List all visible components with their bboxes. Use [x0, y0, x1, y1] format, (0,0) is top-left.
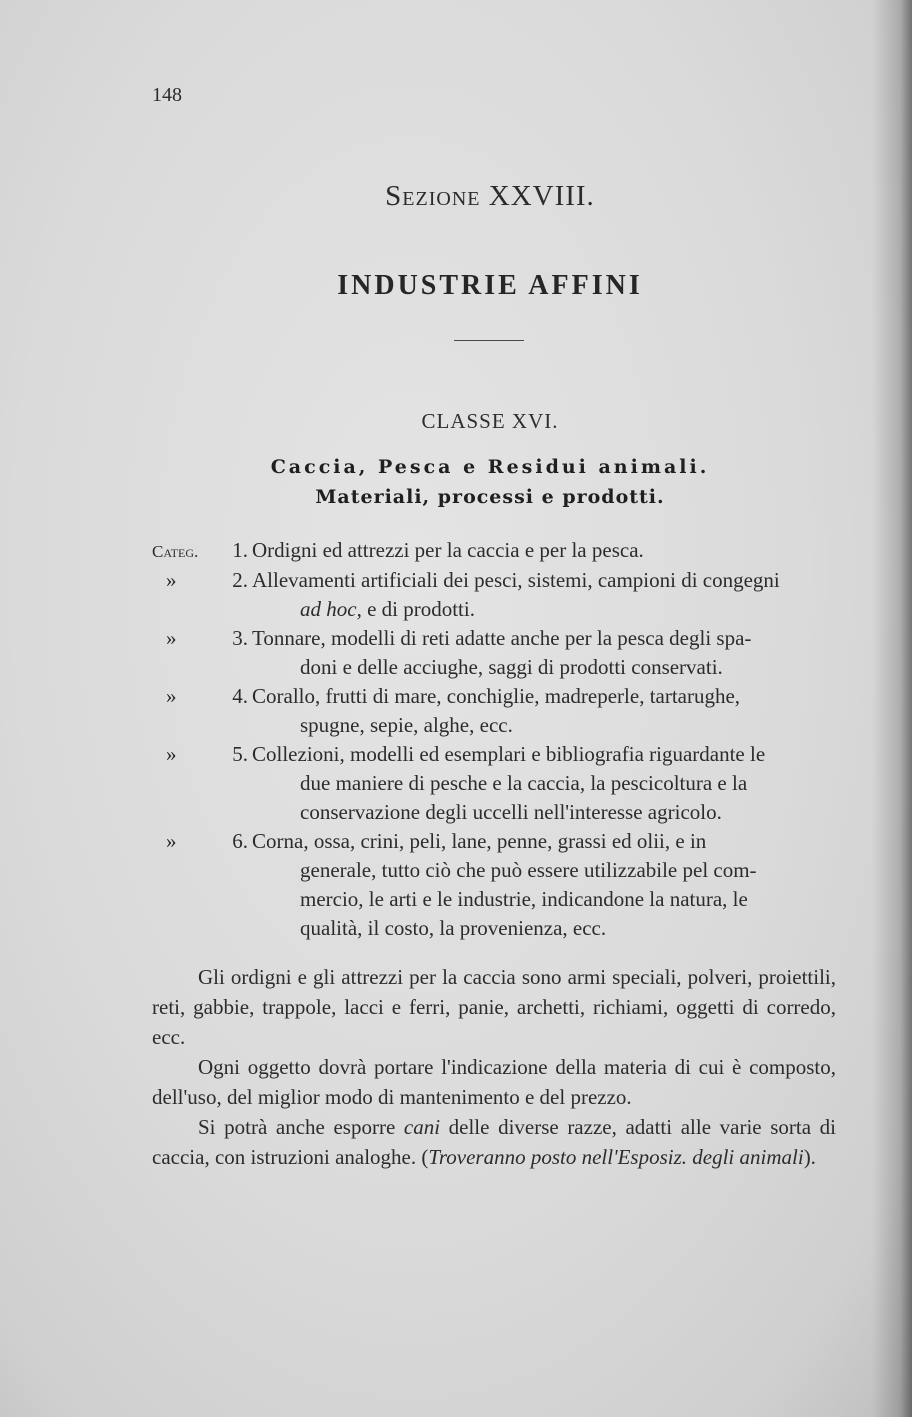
category-text — [252, 827, 842, 943]
category-item — [152, 740, 842, 827]
section-title — [0, 180, 912, 213]
category-line-cont: spugne, sepie, alghe, ecc. — [300, 713, 513, 737]
category-prefix: » — [166, 742, 177, 766]
main-title: INDUSTRIE AFFINI — [337, 270, 643, 301]
subtitle-line-1: Caccia, Pesca e Residui animali. — [270, 456, 710, 478]
divider-rule — [454, 340, 524, 341]
subtitle-line-2: Materiali, processi e prodotti. — [315, 486, 665, 508]
class-title: CLASSE XVI. — [421, 409, 559, 433]
body-text — [152, 962, 836, 1172]
category-line-cont: qualità, il costo, la provenienza, ecc. — [300, 916, 607, 940]
category-item — [152, 536, 842, 566]
paragraph: Gli ordigni e gli attrezzi per la caccia sono armi speciali, polveri, proiettili, reti, gabbie, trappole, lacci e ferri, panie, archetti, richiami, oggetti di corredo, ecc. — [152, 965, 836, 1049]
category-line-cont: due maniere di pesche e la caccia, la pescicoltura e la — [300, 771, 748, 795]
category-line: Allevamenti artificiali dei pesci, sistemi, campioni di congegni — [252, 568, 780, 592]
category-number: 2. — [232, 568, 248, 592]
category-line: Tonnare, modelli di reti adatte anche per la pesca degli spa- — [252, 626, 752, 650]
category-text — [252, 682, 842, 740]
category-line: Corna, ossa, crini, peli, lane, penne, grassi ed olii, e in — [252, 829, 707, 853]
category-line-cont: ad hoc, e di prodotti. — [300, 597, 475, 621]
category-text — [252, 740, 842, 827]
category-prefix: » — [166, 829, 177, 853]
category-line-cont: mercio, le arti e le industrie, indicandone la natura, le — [300, 887, 748, 911]
paragraph: Ogni oggetto dovrà portare l'indicazione della materia di cui è composto, dell'uso, del miglior modo di mantenimento e del prezzo. — [152, 1055, 836, 1109]
category-line-cont: generale, tutto ciò che può essere utilizzabile pel com- — [300, 858, 757, 882]
category-item — [152, 827, 842, 943]
category-text — [252, 624, 842, 682]
category-item — [152, 566, 842, 624]
category-text — [252, 566, 842, 624]
category-line: Collezioni, modelli ed esemplari e bibliografia riguardante le — [252, 742, 766, 766]
category-prefix: » — [166, 684, 177, 708]
section-word: Sezione — [385, 180, 481, 212]
category-number: 5. — [232, 742, 248, 766]
category-line: Corallo, frutti di mare, conchiglie, madreperle, tartarughe, — [252, 684, 741, 708]
category-number: 4. — [232, 684, 248, 708]
paragraph: Si potrà anche esporre cani delle diverse razze, adatti alle varie sorta di caccia, con istruzioni analoghe. (Troveranno posto nell'Esposiz. degli animali). — [152, 1115, 836, 1169]
section-numeral: XXVIII. — [488, 180, 595, 212]
category-prefix: » — [166, 626, 177, 650]
category-prefix: » — [166, 568, 177, 592]
category-line-cont: conservazione degli uccelli nell'interesse agricolo. — [300, 800, 722, 824]
category-number: 6. — [232, 829, 248, 853]
page-number: 148 — [152, 84, 182, 106]
category-text — [252, 536, 842, 565]
category-item — [152, 682, 842, 740]
category-prefix: Categ. — [152, 542, 199, 561]
category-line-cont: doni e delle acciughe, saggi di prodotti conservati. — [300, 655, 723, 679]
category-item — [152, 624, 842, 682]
category-number: 1. — [232, 538, 248, 562]
category-number: 3. — [232, 626, 248, 650]
category-line: Ordigni ed attrezzi per la caccia e per la pesca. — [252, 538, 644, 562]
category-list — [152, 536, 842, 943]
